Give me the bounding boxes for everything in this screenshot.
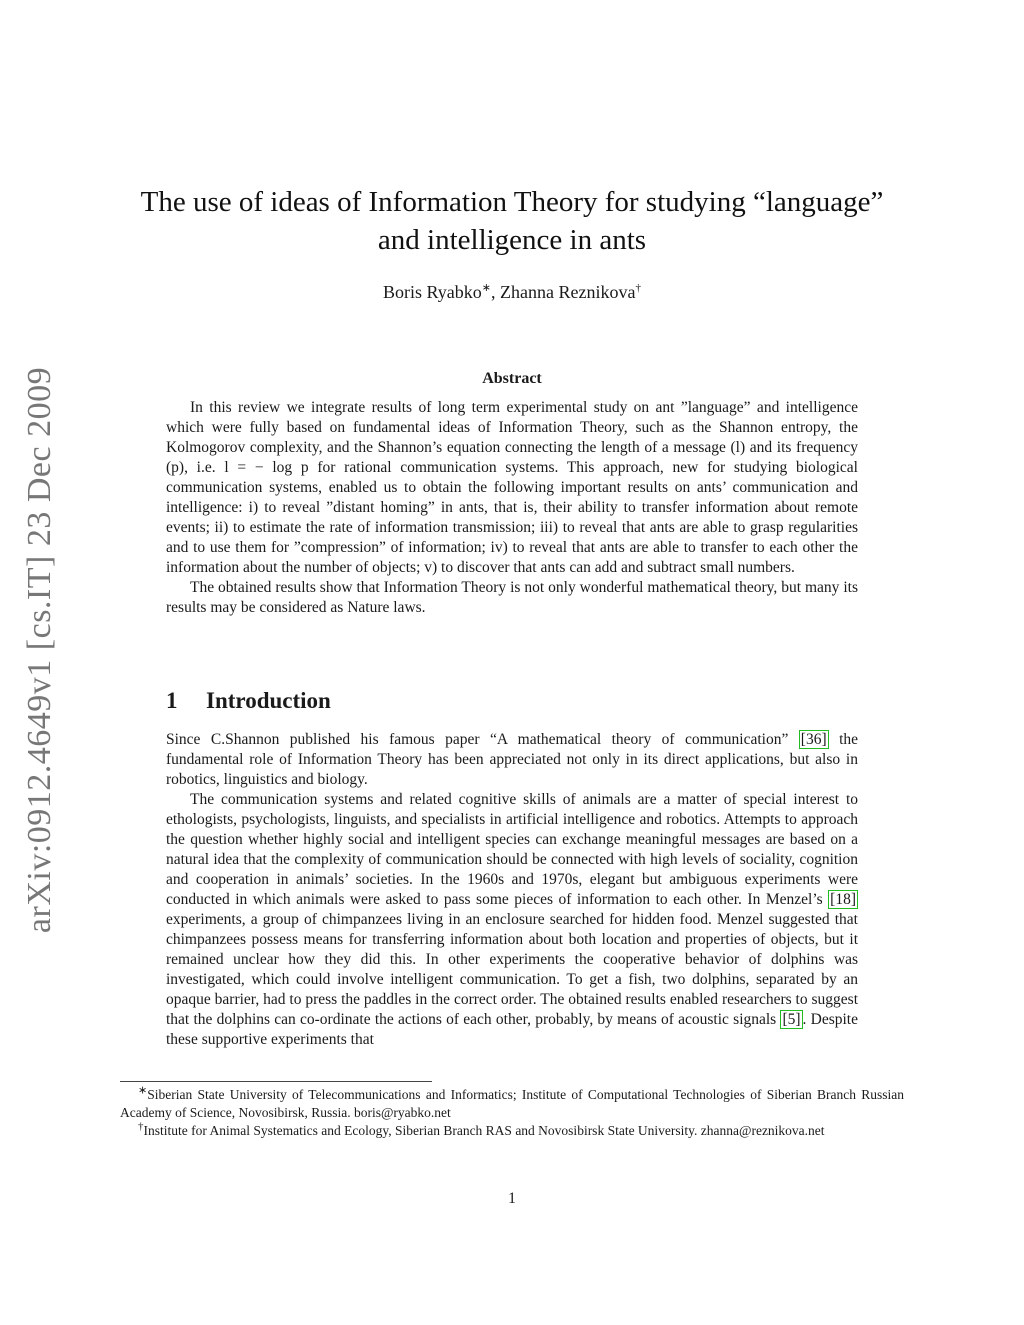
intro-p2-text-b: experiments, a group of chimpanzees living in an enclosure searched for hidden food. Menzel suggested that chimpanzees possess means for transferring information about both location and properties of objects, but it remained unclear how they did this. In other experiments the cooperative behavior of dolphins was investigated, which could involve intelligent communication. To get a fish, two dolphins, separated by an opaque barrier, had to press the paddles in the correct order. The obtained results enabled researchers to suggest that the dolphins can co-ordinate the actions of each other, probably, by means of acoustic signals [166, 911, 858, 1028]
intro-p1-text-a: Since C.Shannon published his famous paper “A mathematical theory of communication” [166, 731, 799, 748]
abstract-paragraph-2: The obtained results show that Information Theory is not only wonderful mathematical theory, but many its results may be considered as Nature laws. [166, 579, 858, 616]
abstract-paragraph-1: In this review we integrate results of long term experimental study on ant ”language” and intelligence which were fully based on fundamental ideas of Information Theory, such as the Shannon entropy, the Kolmogorov complexity, and the Shannon’s equation connecting the length of a message (l) and its frequency (p), i.e. l = − log p for rational communication systems. This approach, new for studying biological communication systems, enabled us to obtain the following important results on ants’ communication and intelligence: i) to reveal ”distant homing” in ants, that is, their ability to transfer information about remote events; ii) to estimate the rate of information transmission; iii) to reveal that ants are able to grasp regularities and to use them for ”compression” of information; iv) to reveal that ants are able to transfer to each other the information about the number of objects; v) to discover that ants can add and subtract small numbers. [166, 399, 858, 576]
intro-paragraph-1 [166, 730, 858, 790]
author-separator: , [491, 282, 501, 302]
footnote-1-mark: ∗ [138, 1084, 148, 1097]
footnotes [120, 1086, 904, 1140]
abstract-heading: Abstract [482, 370, 542, 387]
page-number: 1 [508, 1190, 516, 1207]
intro-p2-text-a: The communication systems and related cognitive skills of animals are a matter of special interest to ethologists, psychologists, linguists, and specialists in artificial intelligence and robotics. Attempts to approach the question whether highly social and intelligent species can exchange meaningful messages are based on a natural idea that the complexity of communication should be connected with high levels of sociality, cognition and cooperation in animals’ societies. In the 1960s and 1970s, elegant but ambiguous experiments were conducted in which animals were asked to pass some pieces of information to each other. In Menzel’s [166, 791, 858, 908]
section-title: Introduction [206, 688, 331, 713]
section-heading [166, 688, 331, 714]
citation-link-18[interactable]: [18] [830, 891, 856, 908]
footnote-2-text: Institute for Animal Systematics and Ecology, Siberian Branch RAS and Novosibirsk State University. zhanna@reznikova.net [143, 1123, 825, 1138]
title-line-2: and intelligence in ants [377, 224, 647, 256]
author-1: Boris Ryabko [383, 282, 482, 302]
citation-link-36[interactable]: [36] [800, 731, 827, 748]
footnote-1 [120, 1086, 904, 1122]
intro-p2-text-c: . Despite these supportive experiments that [166, 1011, 858, 1048]
footnote-2-mark: † [138, 1120, 144, 1133]
author-2: Zhanna Reznikova [500, 282, 636, 302]
footnote-1-text: Siberian State University of Telecommunications and Informatics; Institute of Computational Technologies of Siberian Branch Russian Academy of Science, Novosibirsk, Russia. boris@ryabko.net [120, 1087, 904, 1120]
author-2-footnote-mark: † [635, 282, 641, 294]
section-number: 1 [166, 688, 178, 713]
intro-paragraph-2 [166, 790, 858, 1050]
title-line-1: The use of ideas of Information Theory for studying “language” [140, 186, 884, 218]
footnote-divider [120, 1081, 432, 1082]
arxiv-stamp-text: arXiv:0912.4649v1 [cs.IT] 23 Dec 2009 [21, 366, 58, 934]
author-1-footnote-mark: ∗ [481, 282, 492, 294]
paper-title [130, 183, 894, 259]
abstract [166, 398, 858, 618]
intro-p1-text-b: the fundamental role of Information Theory has been appreciated not only in its direct applications, but also in robotics, linguistics and biology. [166, 731, 859, 788]
citation-link-5[interactable]: [5] [782, 1011, 801, 1028]
introduction-body [166, 730, 858, 1050]
footnote-2 [120, 1122, 904, 1140]
authors [130, 282, 894, 303]
